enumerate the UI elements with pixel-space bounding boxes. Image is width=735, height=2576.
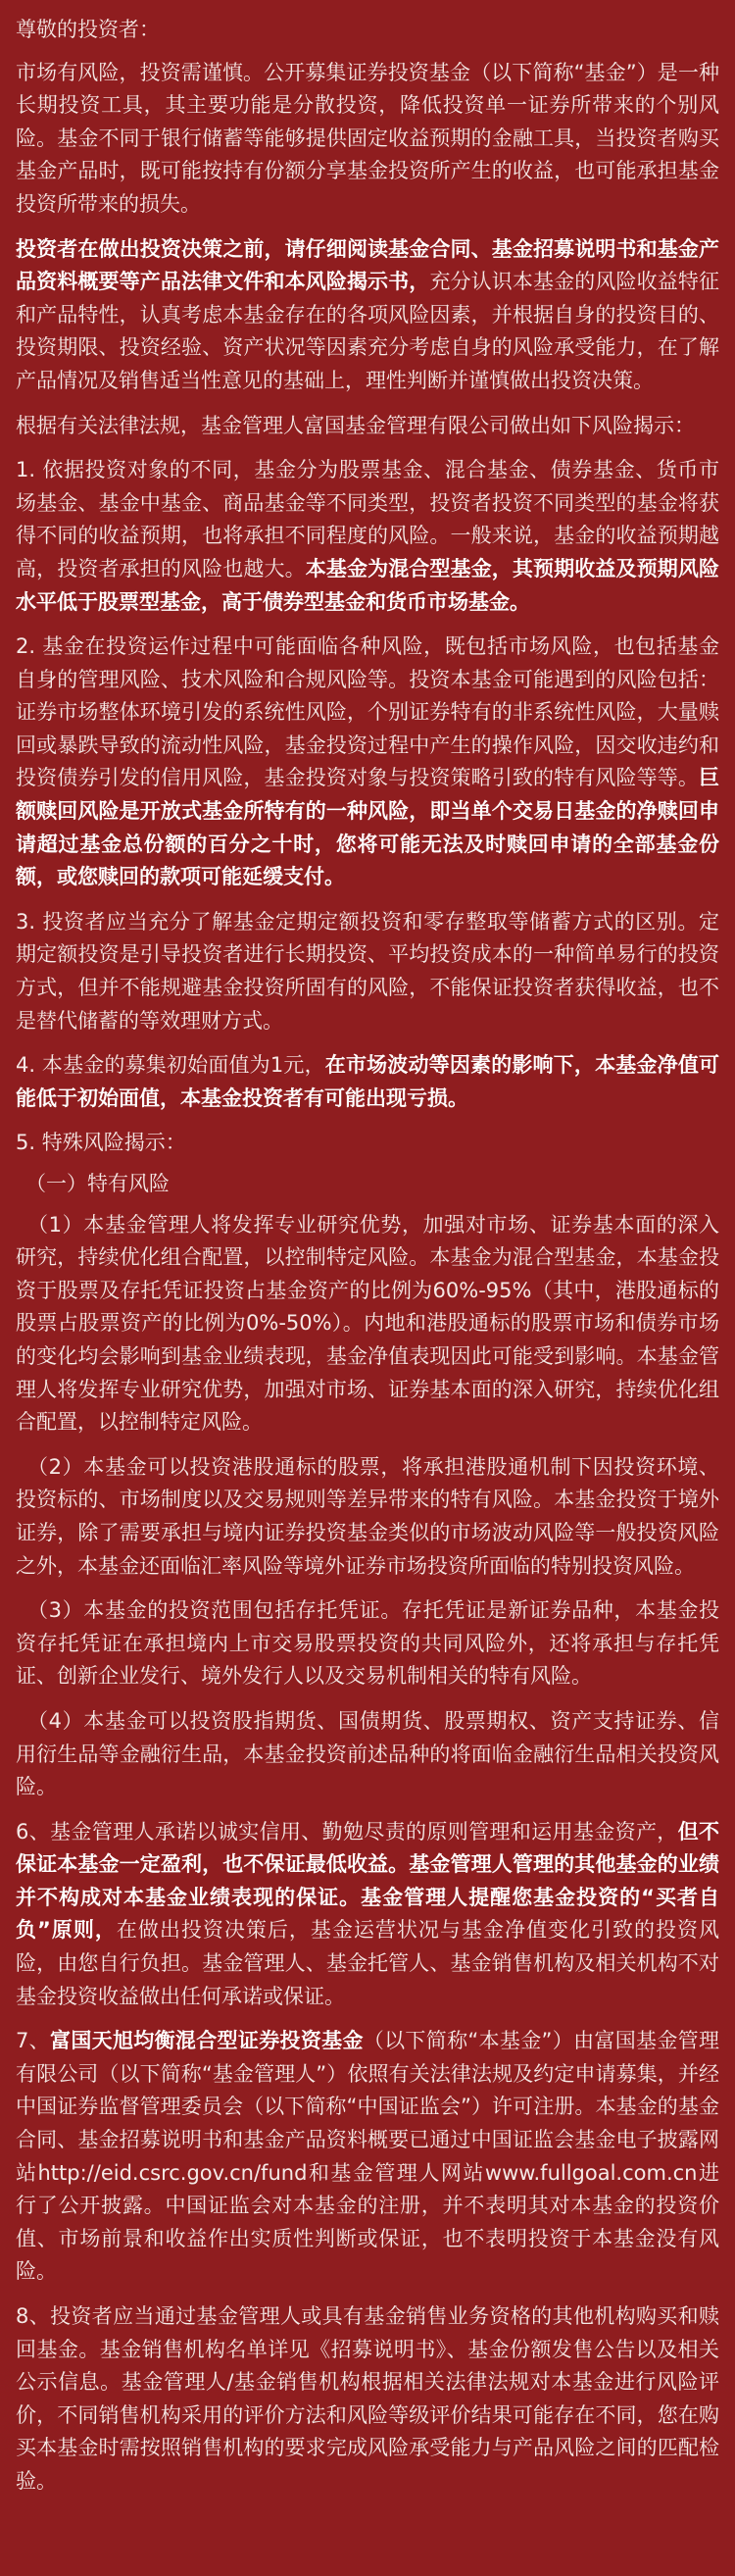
advice-text: 充分认识本基金的风险收益特征和产品特性，认真考虑本基金存在的各项风险因素，并根据自身的投资目的、投资期限、投资经验、资产状况等因素充分考虑自身的风险承受能力，在了解产品情况及销售适当性意见的基础上，理性判断并谨慎做出投资决策。	[16, 270, 720, 392]
item-6-bold: 但不保证本基金一定盈利，也不保证最低收益。基金管理人管理的其他基金的业绩并不构成对本基金业绩表现的保证。基金管理人提醒您基金投资的“买者自负”原则，	[16, 1819, 720, 1943]
item-7-text-2: （以下简称“本基金”）由富国基金管理有限公司（以下简称“基金管理人”）依照有关法律法规及约定申请募集，并经中国证券监督管理委员会（以下简称“中国证监会”）许可注册。本基金的基金合同、基金招募说明书和基金产品资料概要已通过中国证监会基金电子披露网站http://eid.csrc.gov.cn/fund和基金管理人网站www.fullgoal.com.cn进行了公开披露。中国证监会对本基金的注册，并不表明其对本基金的投资价值、市场前景和收益作出实质性判断或保证，也不表明投资于本基金没有风险。	[16, 2029, 719, 2284]
item-2	[16, 631, 719, 894]
item-2-bold: 巨额赎回风险是开放式基金所特有的一种风险，即当单个交易日基金的净赎回申请超过基金总份额的百分之十时，您将可能无法及时赎回申请的全部基金份额，或您赎回的款项可能延缓支付。	[16, 766, 719, 889]
item-4-text: 4. 本基金的募集初始面值为1元，	[16, 1053, 325, 1078]
item-7-fund-name: 富国天旭均衡混合型证券投资基金	[50, 2029, 364, 2053]
item-7	[16, 2025, 719, 2289]
item-7-text-1: 7、	[16, 2029, 50, 2053]
item-4-bold: 在市场波动等因素的影响下，本基金净值可能低于初始面值，本基金投资者有可能出现亏损。	[16, 1053, 719, 1110]
intro-paragraph: 市场有风险，投资需谨慎。公开募集证券投资基金（以下简称“基金”）是一种长期投资工具，其主要功能是分散投资，降低投资单一证券所带来的个别风险。基金不同于银行储蓄等能够提供固定收益预期的金融工具，当投资者购买基金产品时，既可能按持有份额分享基金投资所产生的收益，也可能承担基金投资所带来的损失。	[16, 60, 719, 216]
item-1-bold: 本基金为混合型基金，其预期收益及预期风险水平低于股票型基金，高于债券型基金和货币市场基金。	[16, 556, 720, 614]
item-5-subheading: （一）特有风险	[25, 1172, 170, 1195]
item-1	[16, 454, 719, 619]
item-2-text: 2. 基金在投资运作过程中可能面临各种风险，既包括市场风险，也包括基金自身的管理风险、技术风险和合规风险等。投资本基金可能遇到的风险包括：证券市场整体环境引发的系统性风险，个别证券特有的非系统性风险，大量赎回或暴跌导致的流动性风险，基金投资过程中产生的操作风险，因交收违约和投资债券引发的信用风险，基金投资对象与投资策略引致的特有风险等等。	[16, 634, 719, 790]
item-6-text-1: 6、基金管理人承诺以诚实信用、勤勉尽责的原则管理和运用基金资产，	[16, 1819, 678, 1844]
item-6-text-2: 在做出投资决策后，基金运营状况与基金净值变化引致的投资风险，由您自行负担。基金管理人、基金托管人、基金销售机构及相关机构不对基金投资收益做出任何承诺或保证。	[16, 1918, 719, 2008]
advice-bold-text: 投资者在做出投资决策之前，请仔细阅读基金合同、基金招募说明书和基金产品资料概要等产品法律文件和本风险揭示书，	[16, 236, 719, 294]
advice-paragraph	[16, 233, 719, 398]
item-4	[16, 1049, 719, 1115]
item-5-sub-3: （3）本基金的投资范围包括存托凭证。存托凭证是新证券品种，本基金投资存托凭证在承担境内上市交易股票投资的共同风险外，还将承担与存托凭证、创新企业发行、境外发行人以及交易机制相关的特有风险。	[16, 1598, 719, 1689]
item-6	[16, 1816, 719, 2014]
item-5-sub-4: （4）本基金可以投资股指期货、国债期货、股票期权、资产支持证券、信用衍生品等金融衍生品，本基金投资前述品种的将面临金融衍生品相关投资风险。	[16, 1708, 719, 1799]
law-paragraph: 根据有关法律法规，基金管理人富国基金管理有限公司做出如下风险揭示：	[16, 413, 695, 437]
item-5-sub-1: （1）本基金管理人将发挥专业研究优势，加强对市场、证券基本面的深入研究，持续优化组合配置，以控制特定风险。本基金为混合型基金，本基金投资于股票及存托凭证投资占基金资产的比例为60%-95%（其中，港股通标的股票占股票资产的比例为0%-50%）。内地和港股通标的股票市场和债券市场的变化均会影响到基金业绩表现，基金净值表现因此可能受到影响。本基金管理人将发挥专业研究优势，加强对市场、证券基本面的深入研究，持续优化组合配置，以控制特定风险。	[16, 1212, 719, 1435]
item-5-sub-2: （2）本基金可以投资港股通标的股票，将承担港股通机制下因投资环境、投资标的、市场制度以及交易规则等差异带来的特有风险。本基金投资于境外证券，除了需要承担与境内证券投资基金类似的市场波动风险等一般投资风险之外，本基金还面临汇率风险等境外证券市场投资所面临的特别投资风险。	[16, 1454, 719, 1578]
item-5-heading: 5. 特殊风险揭示：	[16, 1131, 186, 1155]
item-1-text: 1. 依据投资对象的不同，基金分为股票基金、混合基金、债券基金、货币市场基金、基金中基金、商品基金等不同类型，投资者投资不同类型的基金将获得不同的收益预期，也将承担不同程度的风险。一般来说，基金的收益预期越高，投资者承担的风险也越大。	[16, 458, 719, 581]
greeting: 尊敬的投资者：	[16, 18, 160, 41]
item-3: 3. 投资者应当充分了解基金定期定额投资和零存整取等储蓄方式的区别。定期定额投资是引导投资者进行长期投资、平均投资成本的一种简单易行的投资方式，但并不能规避基金投资所固有的风险，不能保证投资者获得收益，也不是替代储蓄的等效理财方式。	[16, 909, 719, 1033]
item-8: 8、投资者应当通过基金管理人或具有基金销售业务资格的其他机构购买和赎回基金。基金销售机构名单详见《招募说明书》、基金份额发售公告以及相关公示信息。基金管理人/基金销售机构根据相关法律法规对本基金进行风险评价，不同销售机构采用的评价方法和风险等级评价结果可能存在不同，您在购买本基金时需按照销售机构的要求完成风险承受能力与产品风险之间的匹配检验。	[16, 2304, 719, 2493]
